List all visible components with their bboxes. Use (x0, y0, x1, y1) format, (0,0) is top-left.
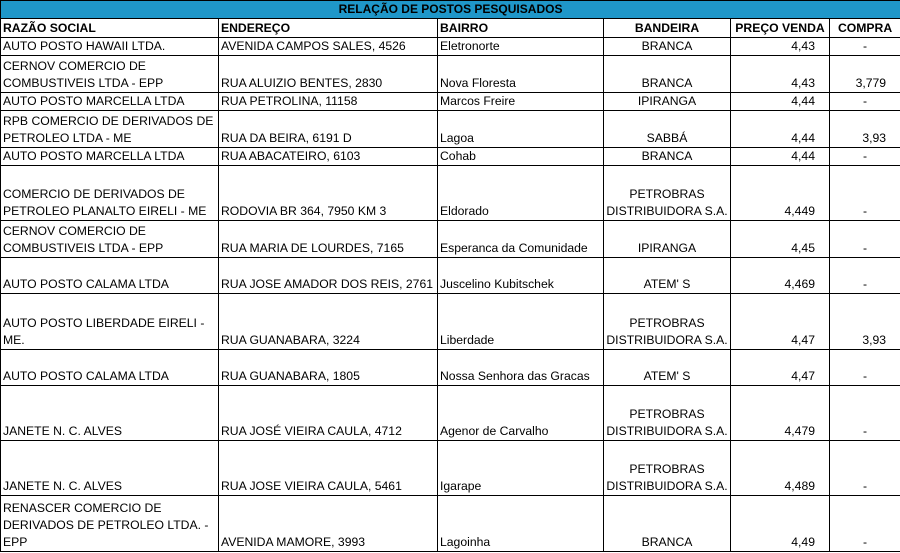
cell-bairro: Marcos Freire (438, 93, 604, 111)
col-header-preco-venda: PREÇO VENDA (731, 19, 830, 38)
table-row (1, 38, 900, 56)
cell-razao-social (1, 258, 219, 294)
cell-bandeira-line: BRANCA (641, 39, 693, 53)
cell-razao-social (1, 166, 219, 221)
cell-bandeira (604, 258, 731, 294)
cell-bandeira-line: ATEM' S (643, 277, 691, 291)
table-row (1, 496, 900, 552)
cell-compra: - (830, 221, 900, 258)
cell-razao-social-line: COMBUSTIVEIS LTDA - EPP (3, 76, 164, 90)
cell-endereco: AVENIDA CAMPOS SALES, 4526 (219, 38, 438, 56)
cell-preco-venda: 4,45 (731, 221, 830, 258)
cell-razao-social-line: COMBUSTIVEIS LTDA - EPP (3, 241, 164, 255)
cell-preco-venda: 4,44 (731, 148, 830, 166)
cell-endereco: RODOVIA BR 364, 7950 KM 3 (219, 166, 438, 221)
cell-endereco: RUA PETROLINA, 11158 (219, 93, 438, 111)
cell-razao-social (1, 38, 219, 56)
cell-bandeira (604, 386, 731, 441)
cell-razao-social-line: COMERCIO DE DERIVADOS DE (3, 187, 185, 201)
table-row (1, 350, 900, 386)
cell-bandeira-line: BRANCA (641, 149, 693, 163)
cell-bandeira (604, 441, 731, 496)
cell-bandeira (604, 56, 731, 93)
cell-bairro: Cohab (438, 148, 604, 166)
cell-bandeira-line: DISTRIBUIDORA S.A. (606, 204, 728, 218)
cell-endereco: RUA MARIA DE LOURDES, 7165 (219, 221, 438, 258)
cell-bairro: Eldorado (438, 166, 604, 221)
cell-bandeira (604, 294, 731, 350)
cell-preco-venda: 4,469 (731, 258, 830, 294)
cell-preco-venda: 4,47 (731, 294, 830, 350)
table-body (1, 38, 900, 552)
table-row (1, 56, 900, 93)
cell-bandeira-line: PETROBRAS (629, 316, 705, 330)
cell-razao-social-line: CERNOV COMERCIO DE (3, 224, 146, 238)
cell-endereco: AVENIDA MAMORE, 3993 (219, 496, 438, 552)
table-row (1, 441, 900, 496)
col-header-razao-social: RAZÃO SOCIAL (1, 19, 219, 38)
col-header-bairro: BAIRRO (438, 19, 604, 38)
cell-bandeira-line: BRANCA (641, 535, 693, 549)
cell-bairro: Juscelino Kubitschek (438, 258, 604, 294)
cell-compra: - (830, 148, 900, 166)
table-row (1, 258, 900, 294)
cell-razao-social (1, 350, 219, 386)
table-row (1, 111, 900, 148)
cell-bairro: Esperanca da Comunidade (438, 221, 604, 258)
col-header-bandeira: BANDEIRA (604, 19, 731, 38)
cell-bandeira-line: IPIRANGA (637, 94, 697, 108)
cell-razao-social (1, 294, 219, 350)
cell-preco-venda: 4,43 (731, 56, 830, 93)
cell-bairro: Nova Floresta (438, 56, 604, 93)
cell-preco-venda: 4,479 (731, 386, 830, 441)
cell-razao-social (1, 148, 219, 166)
cell-bairro: Agenor de Carvalho (438, 386, 604, 441)
cell-bairro: Liberdade (438, 294, 604, 350)
cell-razao-social-line: AUTO POSTO LIBERDADE EIRELI - ME. (3, 316, 205, 347)
col-header-endereco: ENDEREÇO (219, 19, 438, 38)
cell-razao-social-line: RPB COMERCIO DE DERIVADOS DE (3, 114, 214, 128)
cell-razao-social (1, 221, 219, 258)
cell-razao-social (1, 386, 219, 441)
cell-razao-social (1, 93, 219, 111)
cell-endereco: RUA GUANABARA, 3224 (219, 294, 438, 350)
table-row (1, 294, 900, 350)
cell-bandeira-line: BRANCA (641, 76, 693, 90)
cell-preco-venda: 4,49 (731, 496, 830, 552)
cell-compra: 3,93 (830, 294, 900, 350)
cell-endereco: RUA ABACATEIRO, 6103 (219, 148, 438, 166)
cell-bairro: Nossa Senhora das Gracas (438, 350, 604, 386)
cell-compra: - (830, 258, 900, 294)
cell-preco-venda: 4,44 (731, 111, 830, 148)
cell-razao-social-line: DERIVADOS DE PETROLEO LTDA. - (3, 518, 209, 532)
table-row (1, 148, 900, 166)
cell-bandeira (604, 38, 731, 56)
cell-razao-social-line: PETROLEO LTDA - ME (3, 131, 132, 145)
cell-bandeira-line: IPIRANGA (637, 241, 697, 255)
cell-razao-social-line: AUTO POSTO CALAMA LTDA (3, 369, 169, 383)
cell-bandeira-line: PETROBRAS (629, 462, 705, 476)
cell-bandeira (604, 148, 731, 166)
cell-razao-social-line: JANETE N. C. ALVES (3, 479, 122, 493)
cell-compra: 3,93 (830, 111, 900, 148)
cell-razao-social (1, 441, 219, 496)
cell-endereco: RUA ALUIZIO BENTES, 2830 (219, 56, 438, 93)
cell-bandeira-line: SABBÁ (646, 131, 688, 145)
cell-bandeira-line: PETROBRAS (629, 407, 705, 421)
cell-bandeira (604, 350, 731, 386)
cell-endereco: RUA JOSÉ VIEIRA CAULA, 4712 (219, 386, 438, 441)
cell-compra: - (830, 93, 900, 111)
cell-compra: - (830, 386, 900, 441)
cell-bandeira (604, 496, 731, 552)
cell-razao-social (1, 56, 219, 93)
cell-preco-venda: 4,47 (731, 350, 830, 386)
cell-razao-social-line: EPP (3, 535, 28, 549)
table-row (1, 93, 900, 111)
cell-razao-social-line: AUTO POSTO CALAMA LTDA (3, 277, 169, 291)
cell-bandeira (604, 93, 731, 111)
cell-compra: - (830, 441, 900, 496)
cell-bairro: Lagoinha (438, 496, 604, 552)
cell-bandeira (604, 166, 731, 221)
cell-bandeira (604, 111, 731, 148)
cell-bandeira-line: ATEM' S (643, 369, 691, 383)
table-row (1, 166, 900, 221)
cell-compra: - (830, 496, 900, 552)
cell-endereco: RUA JOSE VIEIRA CAULA, 5461 (219, 441, 438, 496)
cell-preco-venda: 4,44 (731, 93, 830, 111)
cell-razao-social-line: JANETE N. C. ALVES (3, 424, 122, 438)
cell-razao-social-line: AUTO POSTO HAWAII LTDA. (3, 39, 166, 53)
cell-compra: - (830, 166, 900, 221)
cell-compra: 3,779 (830, 56, 900, 93)
cell-razao-social (1, 111, 219, 148)
cell-razao-social-line: AUTO POSTO MARCELLA LTDA (3, 94, 185, 108)
cell-bairro: Lagoa (438, 111, 604, 148)
table-row (1, 221, 900, 258)
cell-preco-venda: 4,449 (731, 166, 830, 221)
cell-bairro: Igarape (438, 441, 604, 496)
cell-bandeira (604, 221, 731, 258)
cell-preco-venda: 4,43 (731, 38, 830, 56)
cell-razao-social-line: RENASCER COMERCIO DE (3, 501, 162, 515)
cell-compra: - (830, 38, 900, 56)
cell-endereco: RUA DA BEIRA, 6191 D (219, 111, 438, 148)
cell-razao-social-line: CERNOV COMERCIO DE (3, 59, 146, 73)
cell-bandeira-line: DISTRIBUIDORA S.A. (606, 479, 728, 493)
col-header-compra: COMPRA (830, 19, 900, 38)
cell-compra: - (830, 350, 900, 386)
cell-razao-social-line: AUTO POSTO MARCELLA LTDA (3, 149, 185, 163)
cell-razao-social-line: PETROLEO PLANALTO EIRELI - ME (3, 204, 207, 218)
table-row (1, 386, 900, 441)
cell-endereco: RUA JOSE AMADOR DOS REIS, 2761 (219, 258, 438, 294)
cell-preco-venda: 4,489 (731, 441, 830, 496)
table-title: RELAÇÃO DE POSTOS PESQUISADOS (1, 1, 900, 19)
cell-razao-social (1, 496, 219, 552)
cell-bandeira-line: PETROBRAS (629, 187, 705, 201)
cell-bandeira-line: DISTRIBUIDORA S.A. (606, 424, 728, 438)
cell-endereco: RUA GUANABARA, 1805 (219, 350, 438, 386)
cell-bairro: Eletronorte (438, 38, 604, 56)
cell-bandeira-line: DISTRIBUIDORA S.A. (606, 333, 728, 347)
